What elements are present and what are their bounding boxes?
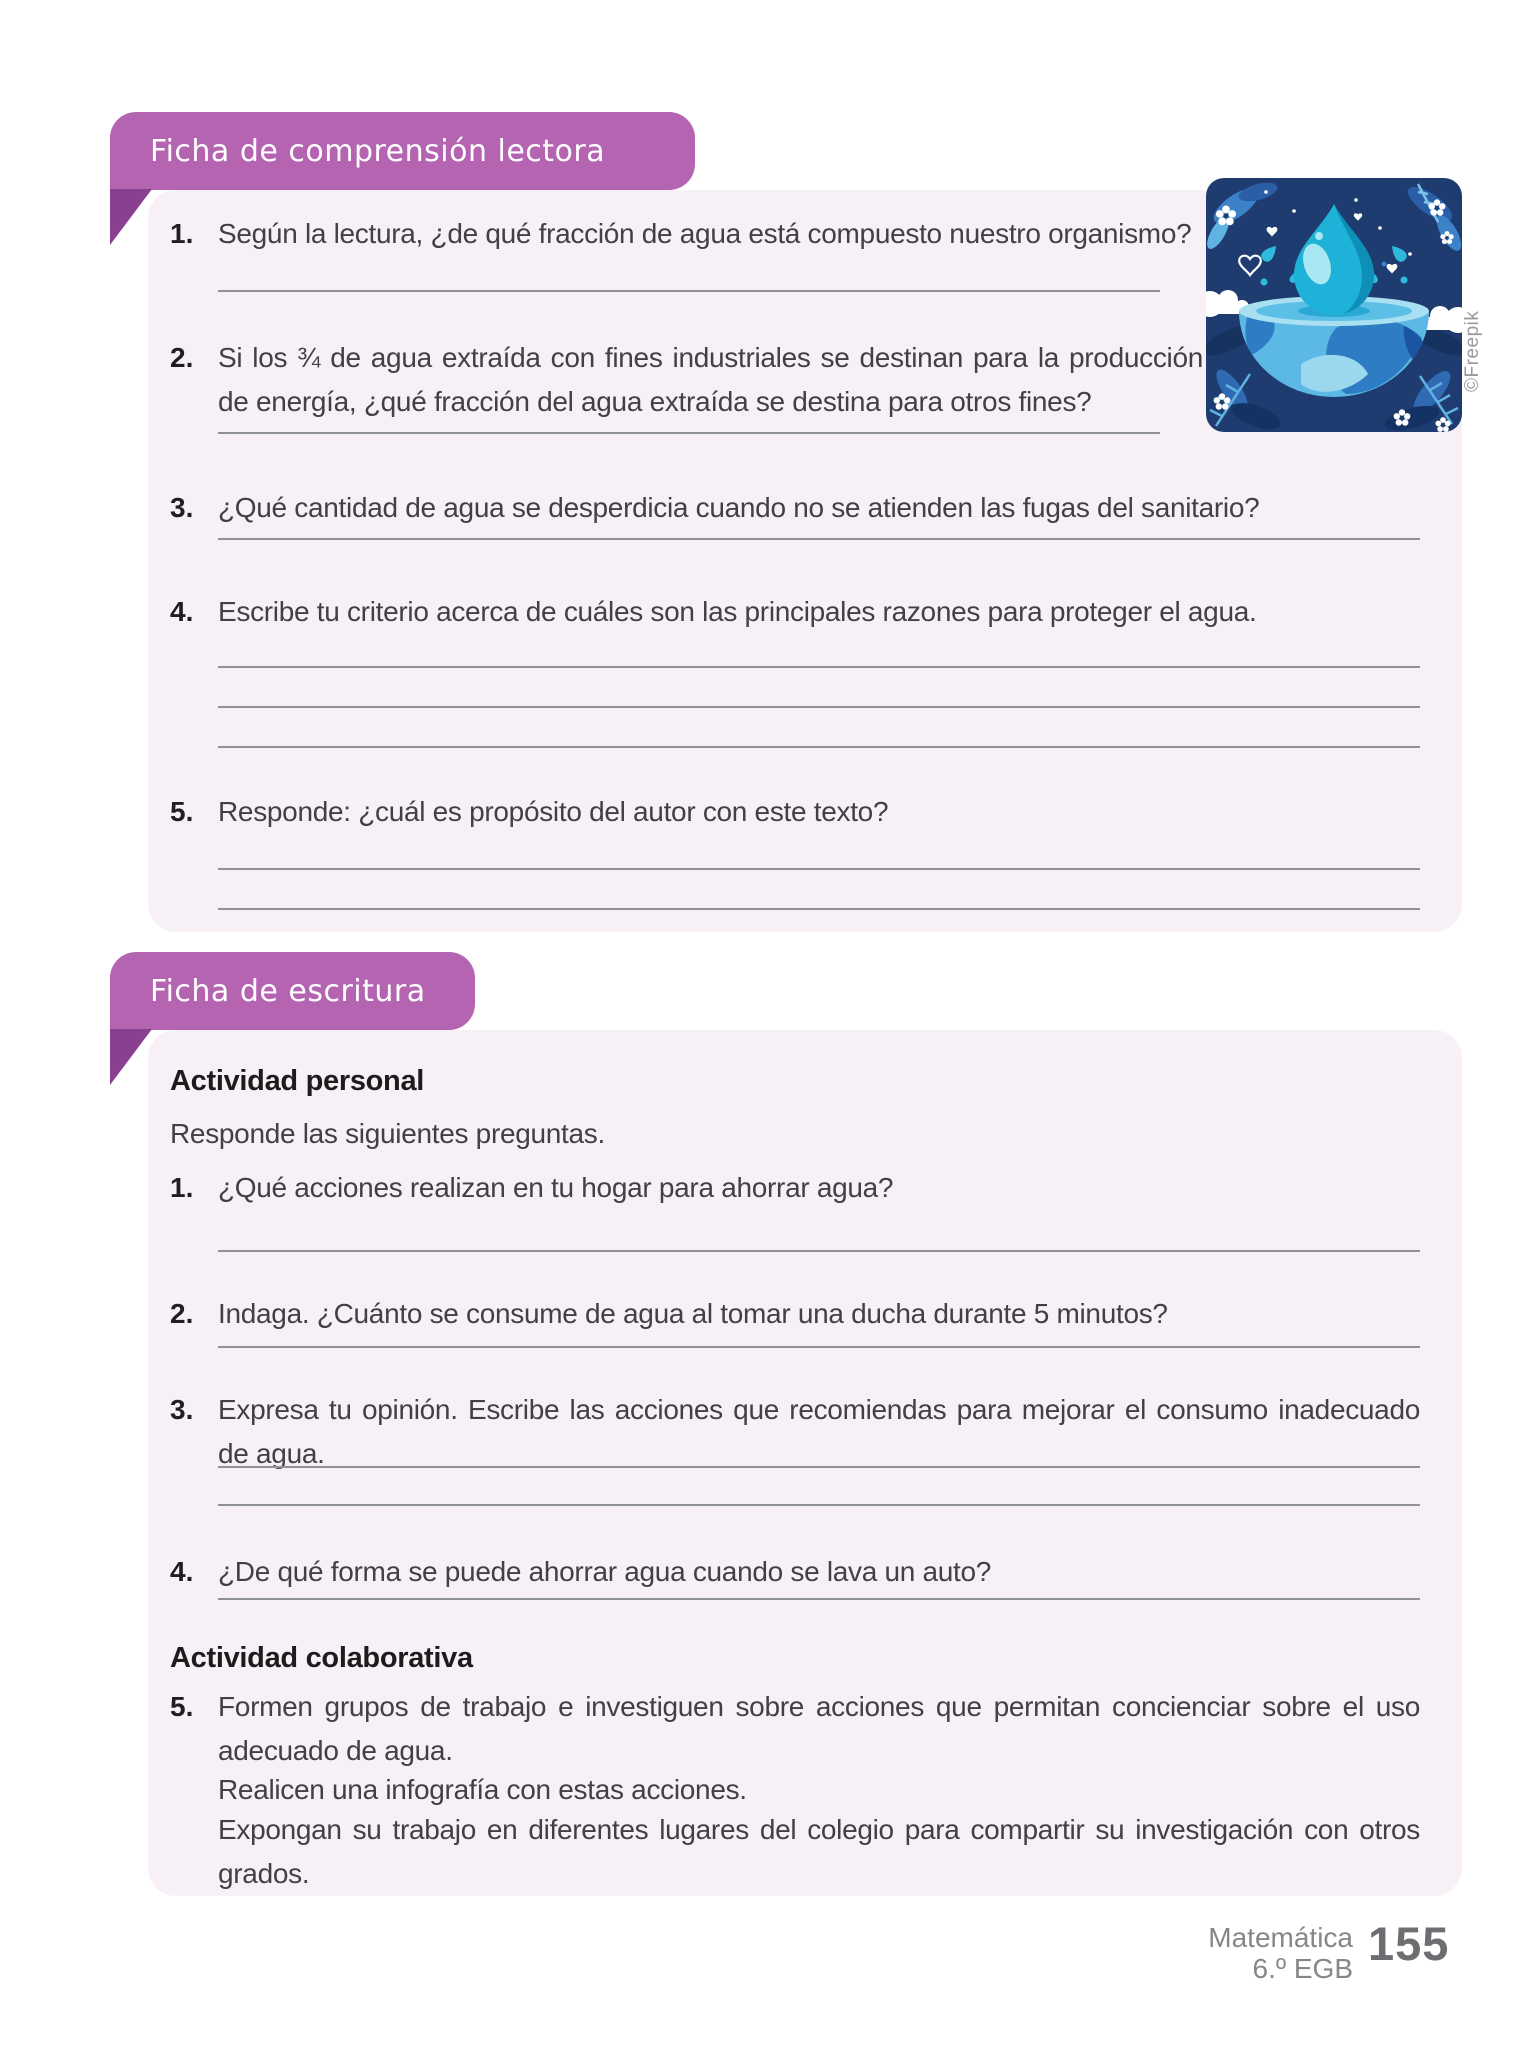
tab-label: Ficha de escritura: [150, 973, 426, 1009]
answer-line: [218, 1250, 1420, 1252]
tab-fold-decoration: [110, 189, 152, 245]
footer-subject: Matemática: [1208, 1922, 1353, 1953]
question-text: ¿De qué forma se puede ahorrar agua cuando se lava un auto?: [218, 1556, 992, 1587]
question-text: Expresa tu opinión. Escribe las acciones que recomiendas para mejorar el consumo inadecuado de agua.: [218, 1394, 1420, 1469]
tab-fold-decoration: [110, 1029, 152, 1085]
question-number: 1.: [170, 218, 194, 249]
answer-line: [218, 868, 1420, 870]
question-number: 3.: [170, 1394, 194, 1425]
question-text: Formen grupos de trabajo e investiguen sobre acciones que permitan concienciar sobre el uso adecuado de agua.: [218, 1691, 1420, 1766]
activity-intro: Responde las siguientes preguntas.: [170, 1118, 605, 1149]
answer-line: [218, 290, 1160, 292]
tab-ficha-escritura: [110, 952, 475, 1030]
tab-ficha-comprension-lectora: [110, 112, 695, 190]
question-number: 4.: [170, 1556, 194, 1587]
activity-personal-heading: Actividad personal: [170, 1065, 425, 1097]
water-earth-illustration-svg: [1206, 178, 1462, 432]
question-number: 2.: [170, 342, 194, 373]
activity-colaborativa-heading: Actividad colaborativa: [170, 1642, 473, 1674]
question-number: 3.: [170, 492, 194, 523]
question-text: Responde: ¿cuál es propósito del autor con este texto?: [218, 796, 889, 827]
question-number: 2.: [170, 1298, 194, 1329]
question-number: 5.: [170, 1691, 194, 1722]
answer-line: [218, 1504, 1420, 1506]
question-text: Escribe tu criterio acerca de cuáles son las principales razones para proteger el agua.: [218, 596, 1257, 627]
question-number: 4.: [170, 596, 194, 627]
answer-line: [218, 432, 1160, 434]
panel-escritura: [148, 1030, 1462, 1896]
question-text: ¿Qué acciones realizan en tu hogar para ahorrar agua?: [218, 1172, 894, 1203]
answer-line: [218, 746, 1420, 748]
question-text: Según la lectura, ¿de qué fracción de agua está compuesto nuestro organismo?: [218, 218, 1192, 249]
question-text: ¿Qué cantidad de agua se desperdicia cuando no se atienden las fugas del sanitario?: [218, 492, 1260, 523]
footer-subject-grade: [1100, 1922, 1353, 1984]
answer-line: [218, 666, 1420, 668]
question-text: Realicen una infografía con estas acciones.: [218, 1774, 747, 1805]
answer-line: [218, 538, 1420, 540]
question-text: Indaga. ¿Cuánto se consume de agua al tomar una ducha durante 5 minutos?: [218, 1298, 1168, 1329]
footer-grade: 6.º EGB: [1252, 1953, 1353, 1984]
question-text: Expongan su trabajo en diferentes lugares del colegio para compartir su investigación con otros grados.: [218, 1814, 1420, 1889]
tab-label: Ficha de comprensión lectora: [150, 133, 606, 169]
image-credit: ©Freepik: [1462, 310, 1483, 392]
question-text: Si los ¾ de agua extraída con fines industriales se destinan para la producción de energía, ¿qué fracción del agua extraída se destina para otros fines?: [218, 342, 1203, 417]
answer-line: [218, 1598, 1420, 1600]
answer-line: [218, 706, 1420, 708]
answer-line: [218, 1466, 1420, 1468]
answer-line: [218, 908, 1420, 910]
water-earth-illustration: [1206, 178, 1462, 432]
answer-line: [218, 1346, 1420, 1348]
question-number: 1.: [170, 1172, 194, 1203]
question-number: 5.: [170, 796, 194, 827]
page-number: 155: [1368, 1917, 1450, 1970]
